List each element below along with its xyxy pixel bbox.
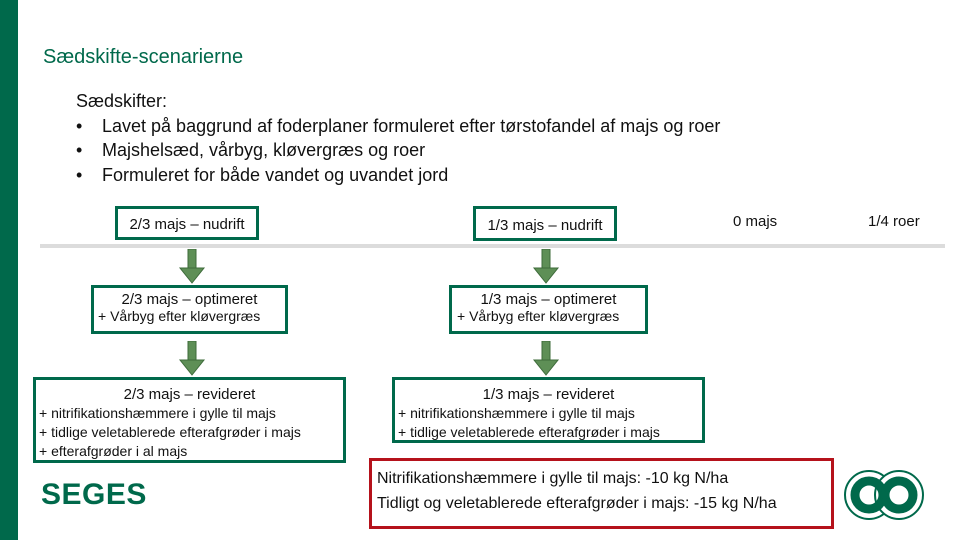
intro-bullet: • Majshelsæd, vårbyg, kløvergræs og roer [76, 140, 426, 160]
intro-text [76, 89, 720, 187]
label-col4-roer: 1/4 roer [868, 213, 920, 230]
effect-line: Tidligt og veletablerede efterafgrøder i majs: -15 kg N/ha [377, 495, 777, 512]
slide-title: Sædskifte-scenarierne [43, 46, 244, 68]
landbrug-foderplaner-logo [843, 469, 925, 521]
box-col2-optimeret: 1/3 majs – optimeret + Vårbyg efter kløvergræs [449, 285, 648, 334]
box-col1-nudrift: 2/3 majs – nudrift [115, 206, 259, 240]
down-arrow-icon [175, 341, 209, 377]
down-arrow-icon [175, 249, 209, 285]
box-col2-nudrift: 1/3 majs – nudrift [473, 206, 617, 241]
seges-logo: SEGES [41, 478, 147, 511]
effects-box [369, 458, 834, 529]
down-arrow-icon [529, 341, 563, 377]
intro-heading: Sædskifter: [76, 91, 168, 111]
intro-bullet: • Lavet på baggrund af foderplaner formuleret efter tørstofandel af majs og roer [76, 115, 721, 136]
box-col1-revideret: 2/3 majs – revideret + nitrifikationshæmmere i gylle til majs + tidlige veletablerede efterafgrøder i majs + efterafgrøder i al majs [33, 377, 346, 463]
left-accent-bar [0, 0, 18, 540]
label-col3-0-majs: 0 majs [733, 213, 778, 230]
effect-line: Nitrifikationshæmmere i gylle til majs: -10 kg N/ha [377, 470, 729, 487]
box-col1-optimeret: 2/3 majs – optimeret + Vårbyg efter kløvergræs [91, 285, 288, 334]
down-arrow-icon [529, 249, 563, 285]
scenario-divider [40, 244, 945, 248]
intro-bullet: • Formuleret for både vandet og uvandet jord [76, 164, 449, 185]
box-col2-revideret: 1/3 majs – revideret + nitrifikationshæmmere i gylle til majs + tidlige veletablerede efterafgrøder i majs [392, 377, 705, 443]
